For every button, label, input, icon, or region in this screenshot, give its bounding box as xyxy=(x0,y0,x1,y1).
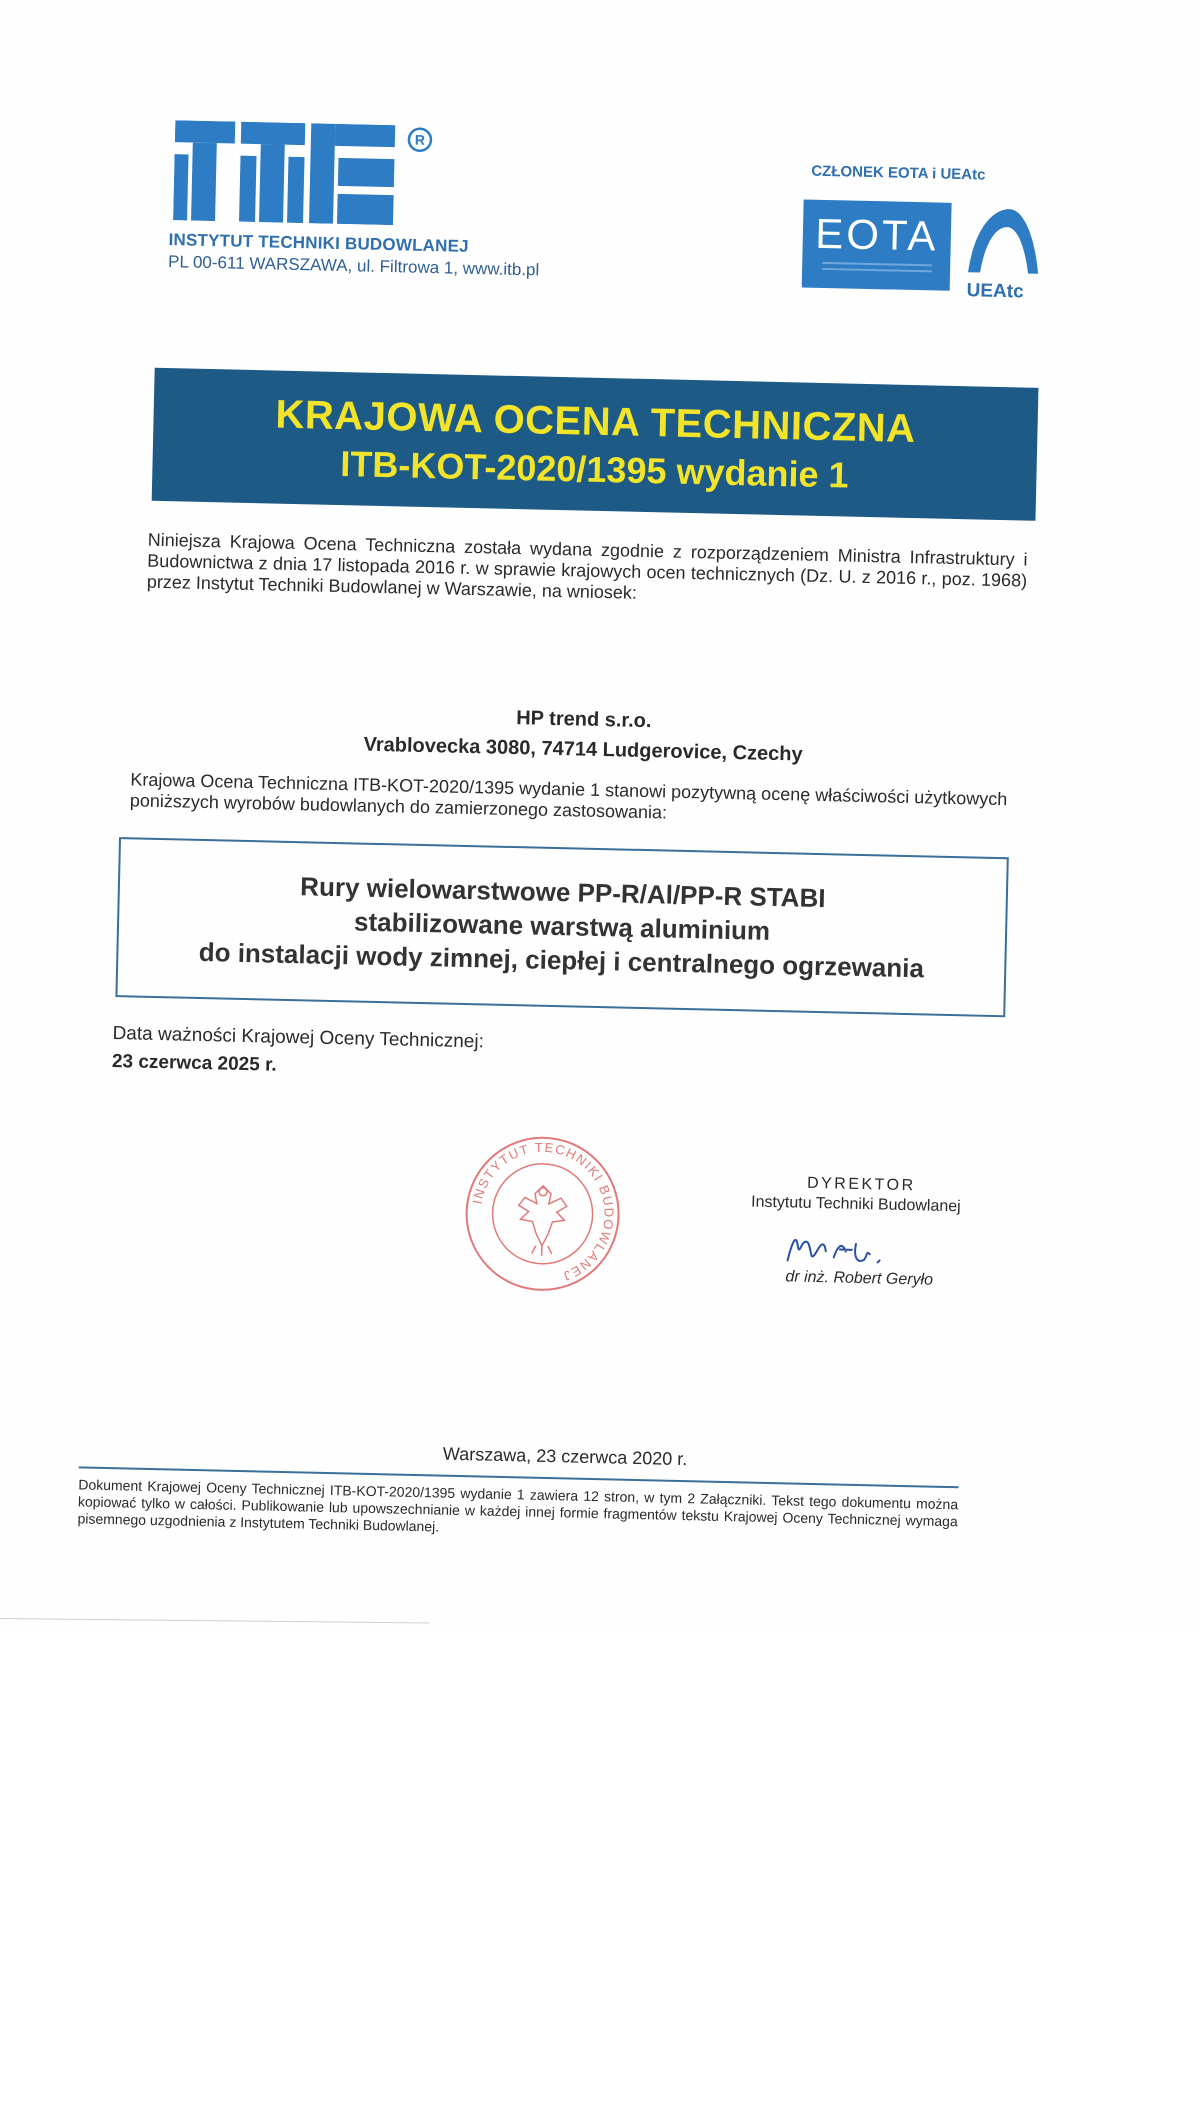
org-address: PL 00-611 WARSZAWA, ul. Filtrowa 1, www.itb.pl xyxy=(167,252,540,280)
eota-text: EOTA xyxy=(814,209,940,260)
place-and-date: Warszawa, 23 czerwca 2020 r. xyxy=(442,1443,688,1470)
svg-text:R: R xyxy=(414,131,426,148)
applicant-name: HP trend s.r.o. xyxy=(515,707,652,733)
document-title: KRAJOWA OCENA TECHNICZNA xyxy=(275,392,917,452)
director-institution: Instytutu Techniki Budowlanej xyxy=(750,1193,961,1216)
applicant-address: Vrablovecka 3080, 74714 Ludgerovice, Czechy xyxy=(363,733,803,766)
ueatc-text: UEAtc xyxy=(966,280,1024,303)
validity-label: Data ważności Krajowej Oceny Technicznej: xyxy=(112,1023,485,1053)
handwritten-signature xyxy=(779,1222,900,1275)
eota-subtitle-lines xyxy=(822,262,932,276)
product-line-1: Rury wielowarstwowe PP-R/Al/PP-R STABI xyxy=(299,871,826,914)
title-banner xyxy=(152,368,1039,521)
intro-paragraph: Niniejsza Krajowa Ocena Techniczna została wydana zgodnie z rozporządzeniem Ministra Infrastruktury i Budownictwa z dnia 17 listopada 2016 r. w sprawie krajowych ocen technicznych (Dz. U. z 2016 r., poz. 1968) przez Instytut Techniki Budowlanej w Warszawie, na wniosek: xyxy=(146,529,1028,603)
product-box xyxy=(115,837,1008,1017)
director-name: dr inż. Robert Geryło xyxy=(785,1268,934,1289)
statement-paragraph: Krajowa Ocena Techniczna ITB-KOT-2020/1395 wydanie 1 stanowi pozytywną ocenę właściwości użytkowych poniższych wyrobów budowlanych do zamierzonego zastosowania: xyxy=(129,769,1008,823)
org-name: INSTYTUT TECHNIKI BUDOWLANEJ xyxy=(168,230,470,256)
validity-date: 23 czerwca 2025 r. xyxy=(111,1050,277,1076)
itb-logo xyxy=(173,120,445,226)
ueatc-logo xyxy=(964,204,1044,276)
document-number: ITB-KOT-2020/1395 wydanie 1 xyxy=(339,443,850,496)
product-line-3: do instalacji wody zimnej, ciepłej i centralnego ogrzewania xyxy=(198,936,925,984)
membership-label: CZŁONEK EOTA i UEAtc xyxy=(811,162,986,184)
eota-logo xyxy=(802,199,952,290)
svg-text:INSTYTUT TECHNIKI BUDOWLANEJ: INSTYTUT TECHNIKI BUDOWLANEJ xyxy=(469,1139,617,1285)
applicant-block xyxy=(143,695,1024,775)
director-title: DYREKTOR xyxy=(806,1174,916,1195)
footer-note: Dokument Krajowej Oceny Technicznej ITB-KOT-2020/1395 wydanie 1 zawiera 12 stron, w tym 2 Załączniki. Tekst tego dokumentu można kopiować tylko w całości. Publikowanie lub upowszechnianie w każdej innej formie fragmentów tekstu Krajowej Oceny Technicznej wymaga pisemnego uzgodnienia z Instytutem Techniki Budowlanej. xyxy=(77,1476,959,1535)
product-line-2: stabilizowane warstwą aluminium xyxy=(353,906,771,946)
official-stamp xyxy=(461,1132,625,1296)
